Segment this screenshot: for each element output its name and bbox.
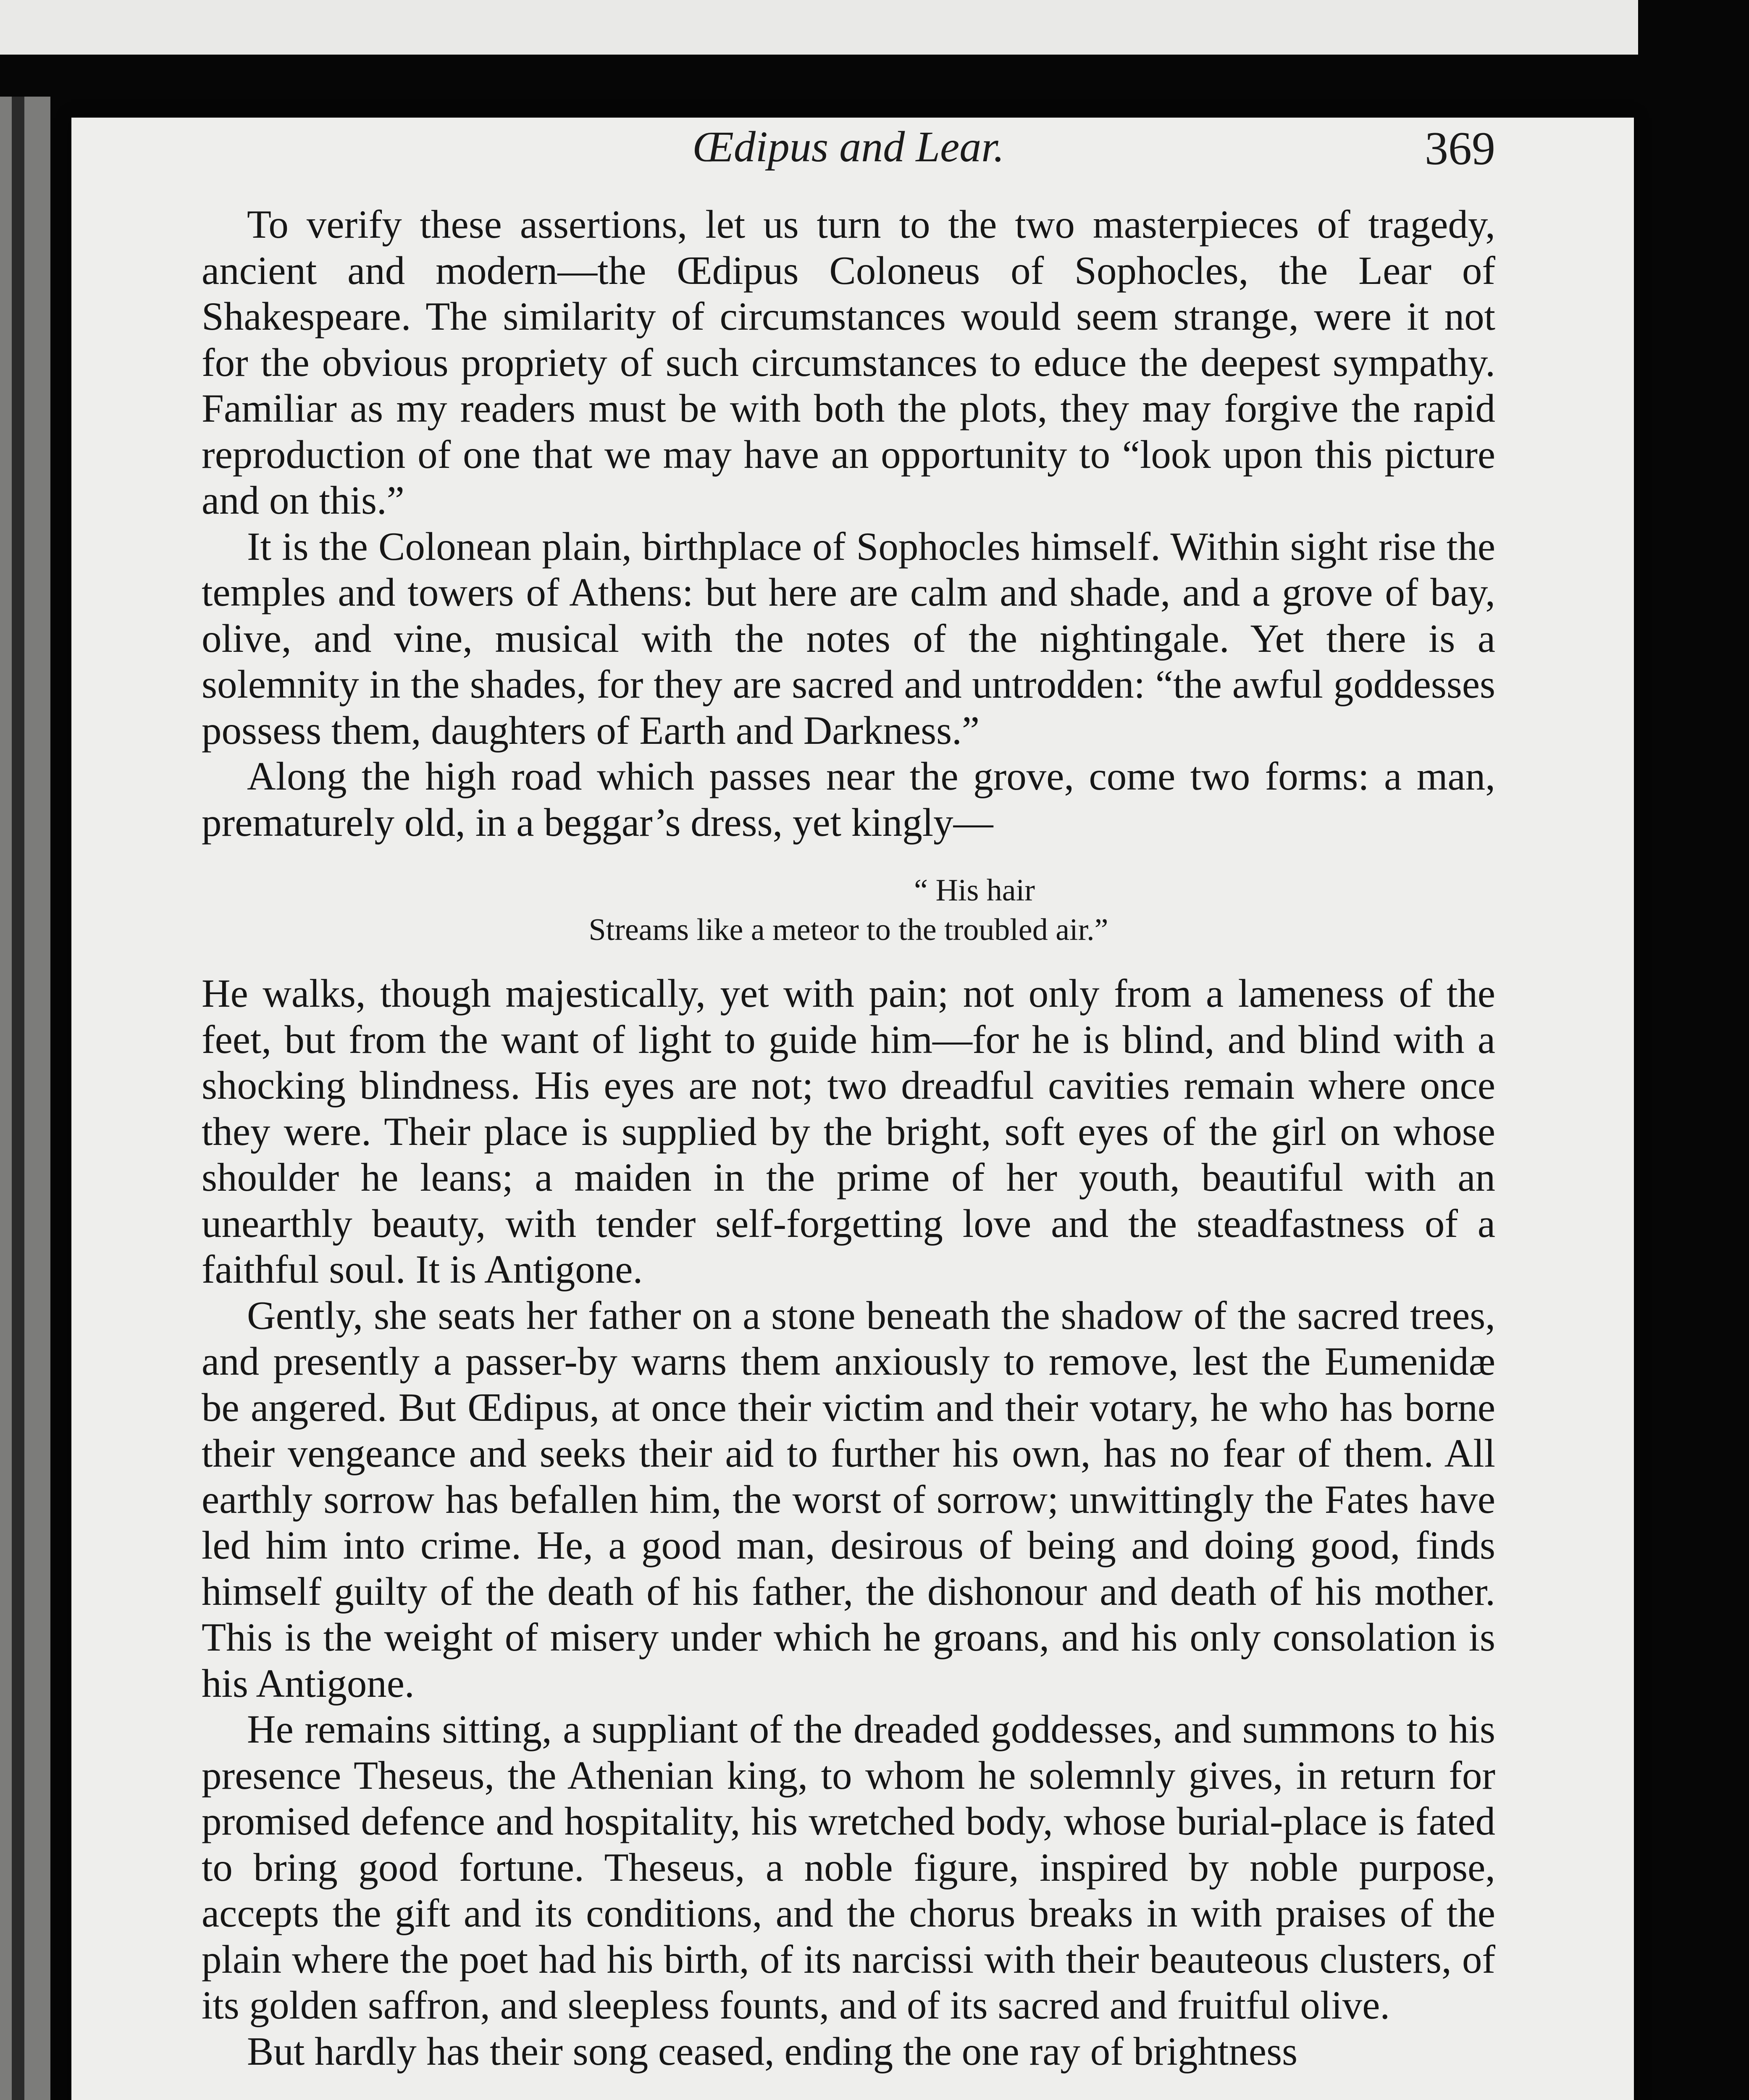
paragraph: He remains sitting, a suppliant of the dreaded goddesses, and summons to his presence Theseus, the Athenian king, to whom he solemnly gives, in return for promised defence and hospitality, his wretched body, whose burial-place is fated to bring good fortune. Theseus, a noble figure, inspired by noble purpose, accepts the gift and its conditions, and the chorus breaks in with praises of the plain where the poet had his birth, of its narcissi with their beauteous clusters, of its golden saffron, and sleepless founts, and of its sacred and fruitful olive. <box>202 1707 1495 2027</box>
paragraph: Along the high road which passes near the grove, come two forms: a man, prematurely old, in a beggar’s dress, yet kingly— <box>202 754 1495 845</box>
paragraph: He walks, though majestically, yet with pain; not only from a lameness of the feet, but from the want of light to guide him—for he is blind, and blind with a shocking blindness. His eyes are not; two dreadful cavities remain where once they were. Their place is supplied by the bright, soft eyes of the girl on whose shoulder he leans; a maiden in the prime of her youth, beautiful with an unearthly beauty, with tender self-forgetting love and the steadfastness of a faithful soul. It is Antigone. <box>202 971 1495 1292</box>
body-text <box>202 202 1495 2074</box>
adjacent-page-strip <box>0 0 1638 55</box>
paragraph: But hardly has their song ceased, ending the one ray of brightness <box>247 2029 1298 2074</box>
paragraph: To verify these assertions, let us turn to the two masterpieces of tragedy, ancient and modern—the Œdipus Coloneus of Sophocles, the Lear of Shakespeare. The similarity of circumstances would seem strange, were it not for the obvious propriety of such circumstances to educe the deepest sympathy. Familiar as my readers must be with both the plots, they may forgive the rapid reproduction of one that we may have an opportunity to “look upon this picture and on this.” <box>202 202 1495 522</box>
paragraph: Gently, she seats her father on a stone beneath the shadow of the sacred trees, and presently a passer-by warns them anxiously to remove, lest the Eumenidæ be angered. But Œdipus, at once their victim and their votary, he who has borne their vengeance and seeks their aid to further his own, has no fear of them. All earthly sorrow has befallen him, the worst of sorrow; unwittingly the Fates have led him into crime. He, a good man, desirous of being and doing good, finds himself guilty of the death of his father, the dishonour and death of his mother. This is the weight of misery under which he groans, and his only consolation is his Antigone. <box>202 1293 1495 1706</box>
page-header <box>202 122 1495 181</box>
spine-shadow <box>12 97 24 2100</box>
book-spine-edge <box>0 97 50 2100</box>
verse-line: Streams like a meteor to the troubled air.” <box>588 913 1108 947</box>
verse-line: “ His hair <box>914 873 1035 908</box>
running-title: Œdipus and Lear. <box>692 123 1005 171</box>
paragraph: It is the Colonean plain, birthplace of Sophocles himself. Within sight rise the temples and towers of Athens: but here are calm and shade, and a grove of bay, olive, and vine, musical with the notes of the nightingale. Yet there is a solemnity in the shades, for they are sacred and untrodden: “the awful goddesses possess them, daughters of Earth and Darkness.” <box>202 524 1495 753</box>
page-number: 369 <box>1425 123 1495 175</box>
verse-quotation <box>202 871 1495 950</box>
